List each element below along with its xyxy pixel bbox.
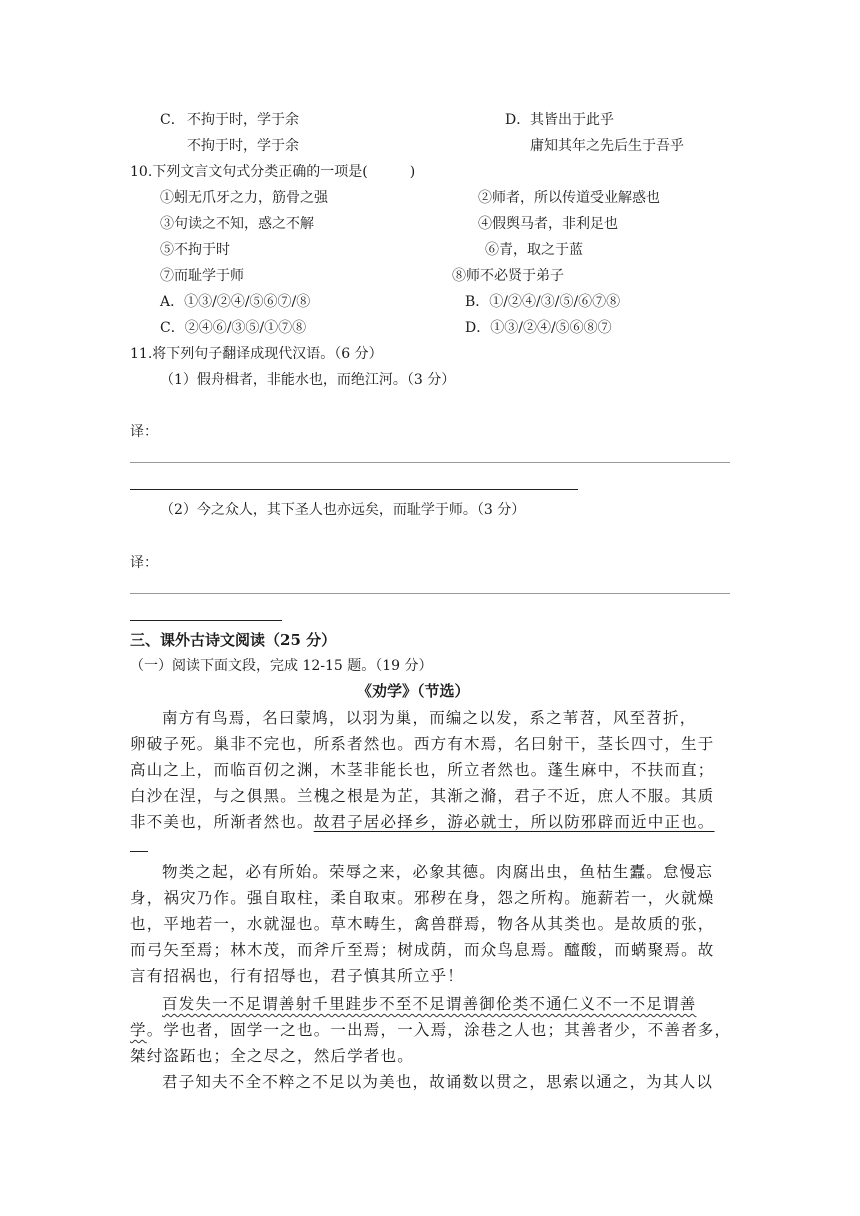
q10-stem: 10.下列文言文句式分类正确的一项是( ) [130,164,416,180]
passage-line: 桀纣盗跖也；全之尽之，然后学者也。 [130,1047,414,1065]
q9-option-d-line2: 庸知其年之先后生于吾乎 [530,138,684,154]
passage-title-note: （节选） [417,682,470,700]
passage-line: 高山之上，而临百仞之渊，木茎非能长也，所立者然也。蓬生麻中，不扶而直； [130,761,715,779]
passage-title [357,681,470,702]
passage-line: 白沙在涅，与之俱黑。兰槐之根是为芷，其渐之滫，君子不近，庶人不服。其质 [130,787,715,805]
passage-line: 身，祸灾乃作。强自取柱，柔自取束。邪秽在身，怨之所构。施薪若一，火就燥 [130,889,715,907]
q10-item-2: ②师者，所以传道受业解惑也 [478,190,660,206]
q11-stem: 11.将下列句子翻译成现代汉语。（6 分） [130,346,383,362]
q11-translate-label-2: 译： [130,555,158,571]
passage-line: 而弓矢至焉；林木茂，而斧斤至焉；树成荫，而众鸟息焉。醯酸，而蜹聚焉。故 [130,941,715,959]
q10-item-8: ⑧师不必贤于弟子 [452,268,564,284]
answer-line[interactable] [130,489,578,490]
passage-line: 也，平地若一，水就湿也。草木畴生，禽兽群焉，物各从其类也。是故质的张， [130,915,715,933]
passage-text: 非不美也，所渐者然也。 [130,813,314,831]
passage-line [162,993,696,1015]
q9-option-c-label: C． [160,112,185,128]
passage-line: 君子知夫不全不粹之不足以为美也，故诵数以贯之，思索以通之，为其人以 [162,1073,714,1091]
q10-option-b: B．①/②④/③/⑤/⑥⑦⑧ [465,294,621,310]
q10-option-c: C．②④⑥/③⑤/①⑦⑧ [160,320,307,336]
q9-option-c-line1: 不拘于时，学于余 [187,112,299,128]
q9-option-d-label: D． [505,112,531,128]
q11-sentence-2: （2）今之众人，其下圣人也亦远矣，而耻学于师。（3 分） [160,502,526,518]
underline-continuation [130,851,148,852]
q9-option-c-line2: 不拘于时，学于余 [187,138,299,154]
passage-line: 卵破子死。巢非不完也，所系者然也。西方有木焉，名曰射干，茎长四寸，生于 [130,735,715,753]
wavy-underlined-sentence: 学 [130,1021,147,1039]
answer-line[interactable] [130,620,282,621]
q10-item-4: ④假舆马者，非利足也 [478,216,618,232]
passage-title-main: 《劝学》 [357,682,418,700]
q9-option-d-line1: 其皆出于此乎 [530,112,614,128]
passage-line: 南方有鸟焉，名曰蒙鸠，以羽为巢，而编之以发，系之苇苕，风至苕折， [162,709,697,727]
answer-line[interactable] [130,462,730,463]
section-heading: 三、课外古诗文阅读（25 分） [130,631,337,649]
q10-item-7: ⑦而耻学于师 [160,268,244,284]
q10-option-a: A．①③/②④/⑤⑥⑦/⑧ [160,294,311,310]
passage-text: 。学也者，固学一之也。一出焉，一入焉，涂巷之人也；其善者少，不善者多， [146,1021,732,1039]
passage-line: 物类之起，必有所始。荣辱之来，必象其德。肉腐出虫，鱼枯生蠹。怠慢忘 [162,863,714,881]
q10-option-d: D．①③/②④/⑤⑥⑧⑦ [465,320,612,336]
passage-line [130,811,715,833]
wavy-underlined-sentence: 百发失一不足谓善射千里跬步不至不足谓善御伦类不通仁义不一不足谓善 [162,995,697,1013]
q10-item-5: ⑤不拘于时 [160,242,230,258]
underlined-sentence: 故君子居必择乡，游必就士，所以防邪辟而近中正也。 [313,813,715,831]
passage-line [130,1019,731,1041]
q11-sentence-1: （1）假舟楫者，非能水也，而绝江河。（3 分） [160,372,456,388]
section-subheading: （一）阅读下面文段，完成 12-15 题。（19 分） [130,658,433,674]
q10-item-6: ⑥青，取之于蓝 [485,242,583,258]
passage-line: 言有招祸也，行有招辱也，君子慎其所立乎！ [130,967,465,985]
q10-item-1: ①蚓无爪牙之力，筋骨之强 [160,190,328,206]
q11-translate-label-1: 译： [130,424,158,440]
answer-line[interactable] [130,593,730,594]
q10-item-3: ③句读之不知，惑之不解 [160,216,314,232]
